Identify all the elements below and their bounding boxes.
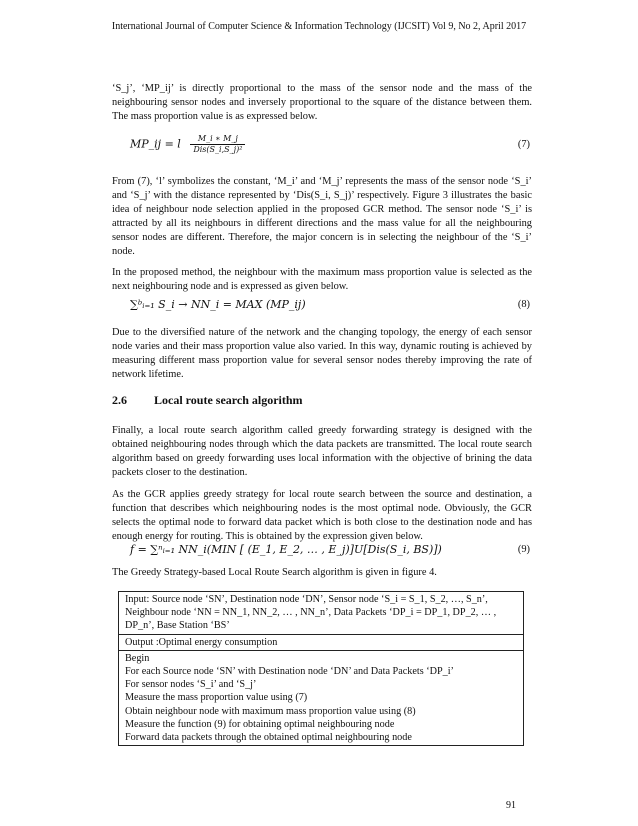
paragraph-neighbour-selection: In the proposed method, the neighbour with the maximum mass proportion value is selected as the next neighbouring node and is expressed as given below. xyxy=(112,267,532,292)
page-number: 91 xyxy=(506,800,516,811)
equation-7-number: (7) xyxy=(517,139,530,150)
section-heading xyxy=(112,392,303,408)
algorithm-output: Output :Optimal energy consumption xyxy=(119,635,523,651)
algorithm-step: Measure the function (9) for obtaining optimal neighbouring node xyxy=(125,718,395,730)
paragraph-greedy-forwarding: Finally, a local route search algorithm called greedy forwarding strategy is designed with the obtained neighbouring nodes through which the data packets are transmitted. The local route search algorithm based on greedy forwarding uses local information with the objective of brining the data packets closer to the destination. xyxy=(112,425,532,478)
equation-7-numerator: M_i ∗ M_j xyxy=(190,134,245,145)
paragraph-dynamic-routing: Due to the diversified nature of the network and the changing topology, the energy of each sensor node varies and their mass proportion value also varied. In this way, dynamic routing is achieved by measuring different mass proportion value for several sensor nodes thereby improving the rate of network lifetime. xyxy=(112,327,532,380)
algorithm-steps xyxy=(119,651,523,745)
equation-9: f = ∑ⁿᵢ₌₁ NN_i(MIN [ (E_1, E_2, … , E_j)]U[Dis(S_i, BS)]) xyxy=(130,543,442,556)
algorithm-step: Forward data packets through the obtained optimal neighbouring node xyxy=(125,732,412,744)
algorithm-input: Input: Source node ‘SN’, Destination node ‘DN’, Sensor node ‘S_i = S_1, S_2, …, S_n’, Neighbour node ‘NN = NN_1, NN_2, … , NN_n’, Data Packets ‘DP_i = DP_1, DP_2, … , DP_n’, Base Station ‘BS’ xyxy=(119,592,523,635)
equation-8: ∑ᵇᵢ₌₁ S_i → NN_i = MAX (MP_ij) xyxy=(130,298,306,311)
paragraph-algorithm-reference: The Greedy Strategy-based Local Route Search algorithm is given in figure 4. xyxy=(112,567,437,578)
equation-7-denominator: Dis(S_i,S_j)² xyxy=(193,145,243,154)
equation-9-number: (9) xyxy=(517,544,530,555)
equation-7-lhs: MP_ij = l xyxy=(130,137,181,151)
equation-7 xyxy=(130,134,530,155)
paragraph-mass-proportion-intro: ‘S_j’, ‘MP_ij’ is directly proportional to the mass of the sensor node and the mass of the neighbouring sensor nodes and inversely proportional to the square of the distance between them. The mass proportion value is as expressed below. xyxy=(112,83,532,122)
journal-header: International Journal of Computer Science & Information Technology (IJCSIT) Vol 9, No 2, April 2017 xyxy=(111,21,527,32)
algorithm-step: For each Source node ‘SN’ with Destination node ‘DN’ and Data Packets ‘DP_i’ xyxy=(125,666,454,678)
equation-8-number: (8) xyxy=(517,299,530,310)
equation-7-fraction xyxy=(190,134,245,155)
algorithm-box xyxy=(118,591,524,746)
algorithm-step: Obtain neighbour node with maximum mass proportion value using (8) xyxy=(125,705,416,717)
paragraph-equation-7-explanation: From (7), ‘l’ symbolizes the constant, ‘M_i’ and ‘M_j’ represents the mass of the sensor node ‘S_i’ and ‘S_j’ with the distance represented by ‘Dis(S_i, S_j)’ respectively. Figure 3 illustrates the basic idea of neighbour node selection applied in the proposed GCR method. The sensor node ‘S_i’ is attracted by all its neighbours in different directions and the mass value for all the neighbouring sensor nodes are different. Therefore, the major concern is in selecting the neighbour of the ‘S_i’ node. xyxy=(112,176,532,257)
algorithm-step: Begin xyxy=(125,652,150,664)
section-number: 2.6 xyxy=(112,393,127,407)
algorithm-step: Measure the mass proportion value using (7) xyxy=(125,692,308,704)
paragraph-greedy-strategy: As the GCR applies greedy strategy for local route search between the source and destination, a function that describes which neighbouring nodes is the most optimal node. Obviously, the GCR selects the optimal node to forward data packet which is both close to the destination node and has enough energy for routing. This is obtained by the expression given below. xyxy=(112,489,532,542)
algorithm-step: For sensor nodes ‘S_i’ and ‘S_j’ xyxy=(125,679,257,691)
section-title: Local route search algorithm xyxy=(154,393,303,407)
